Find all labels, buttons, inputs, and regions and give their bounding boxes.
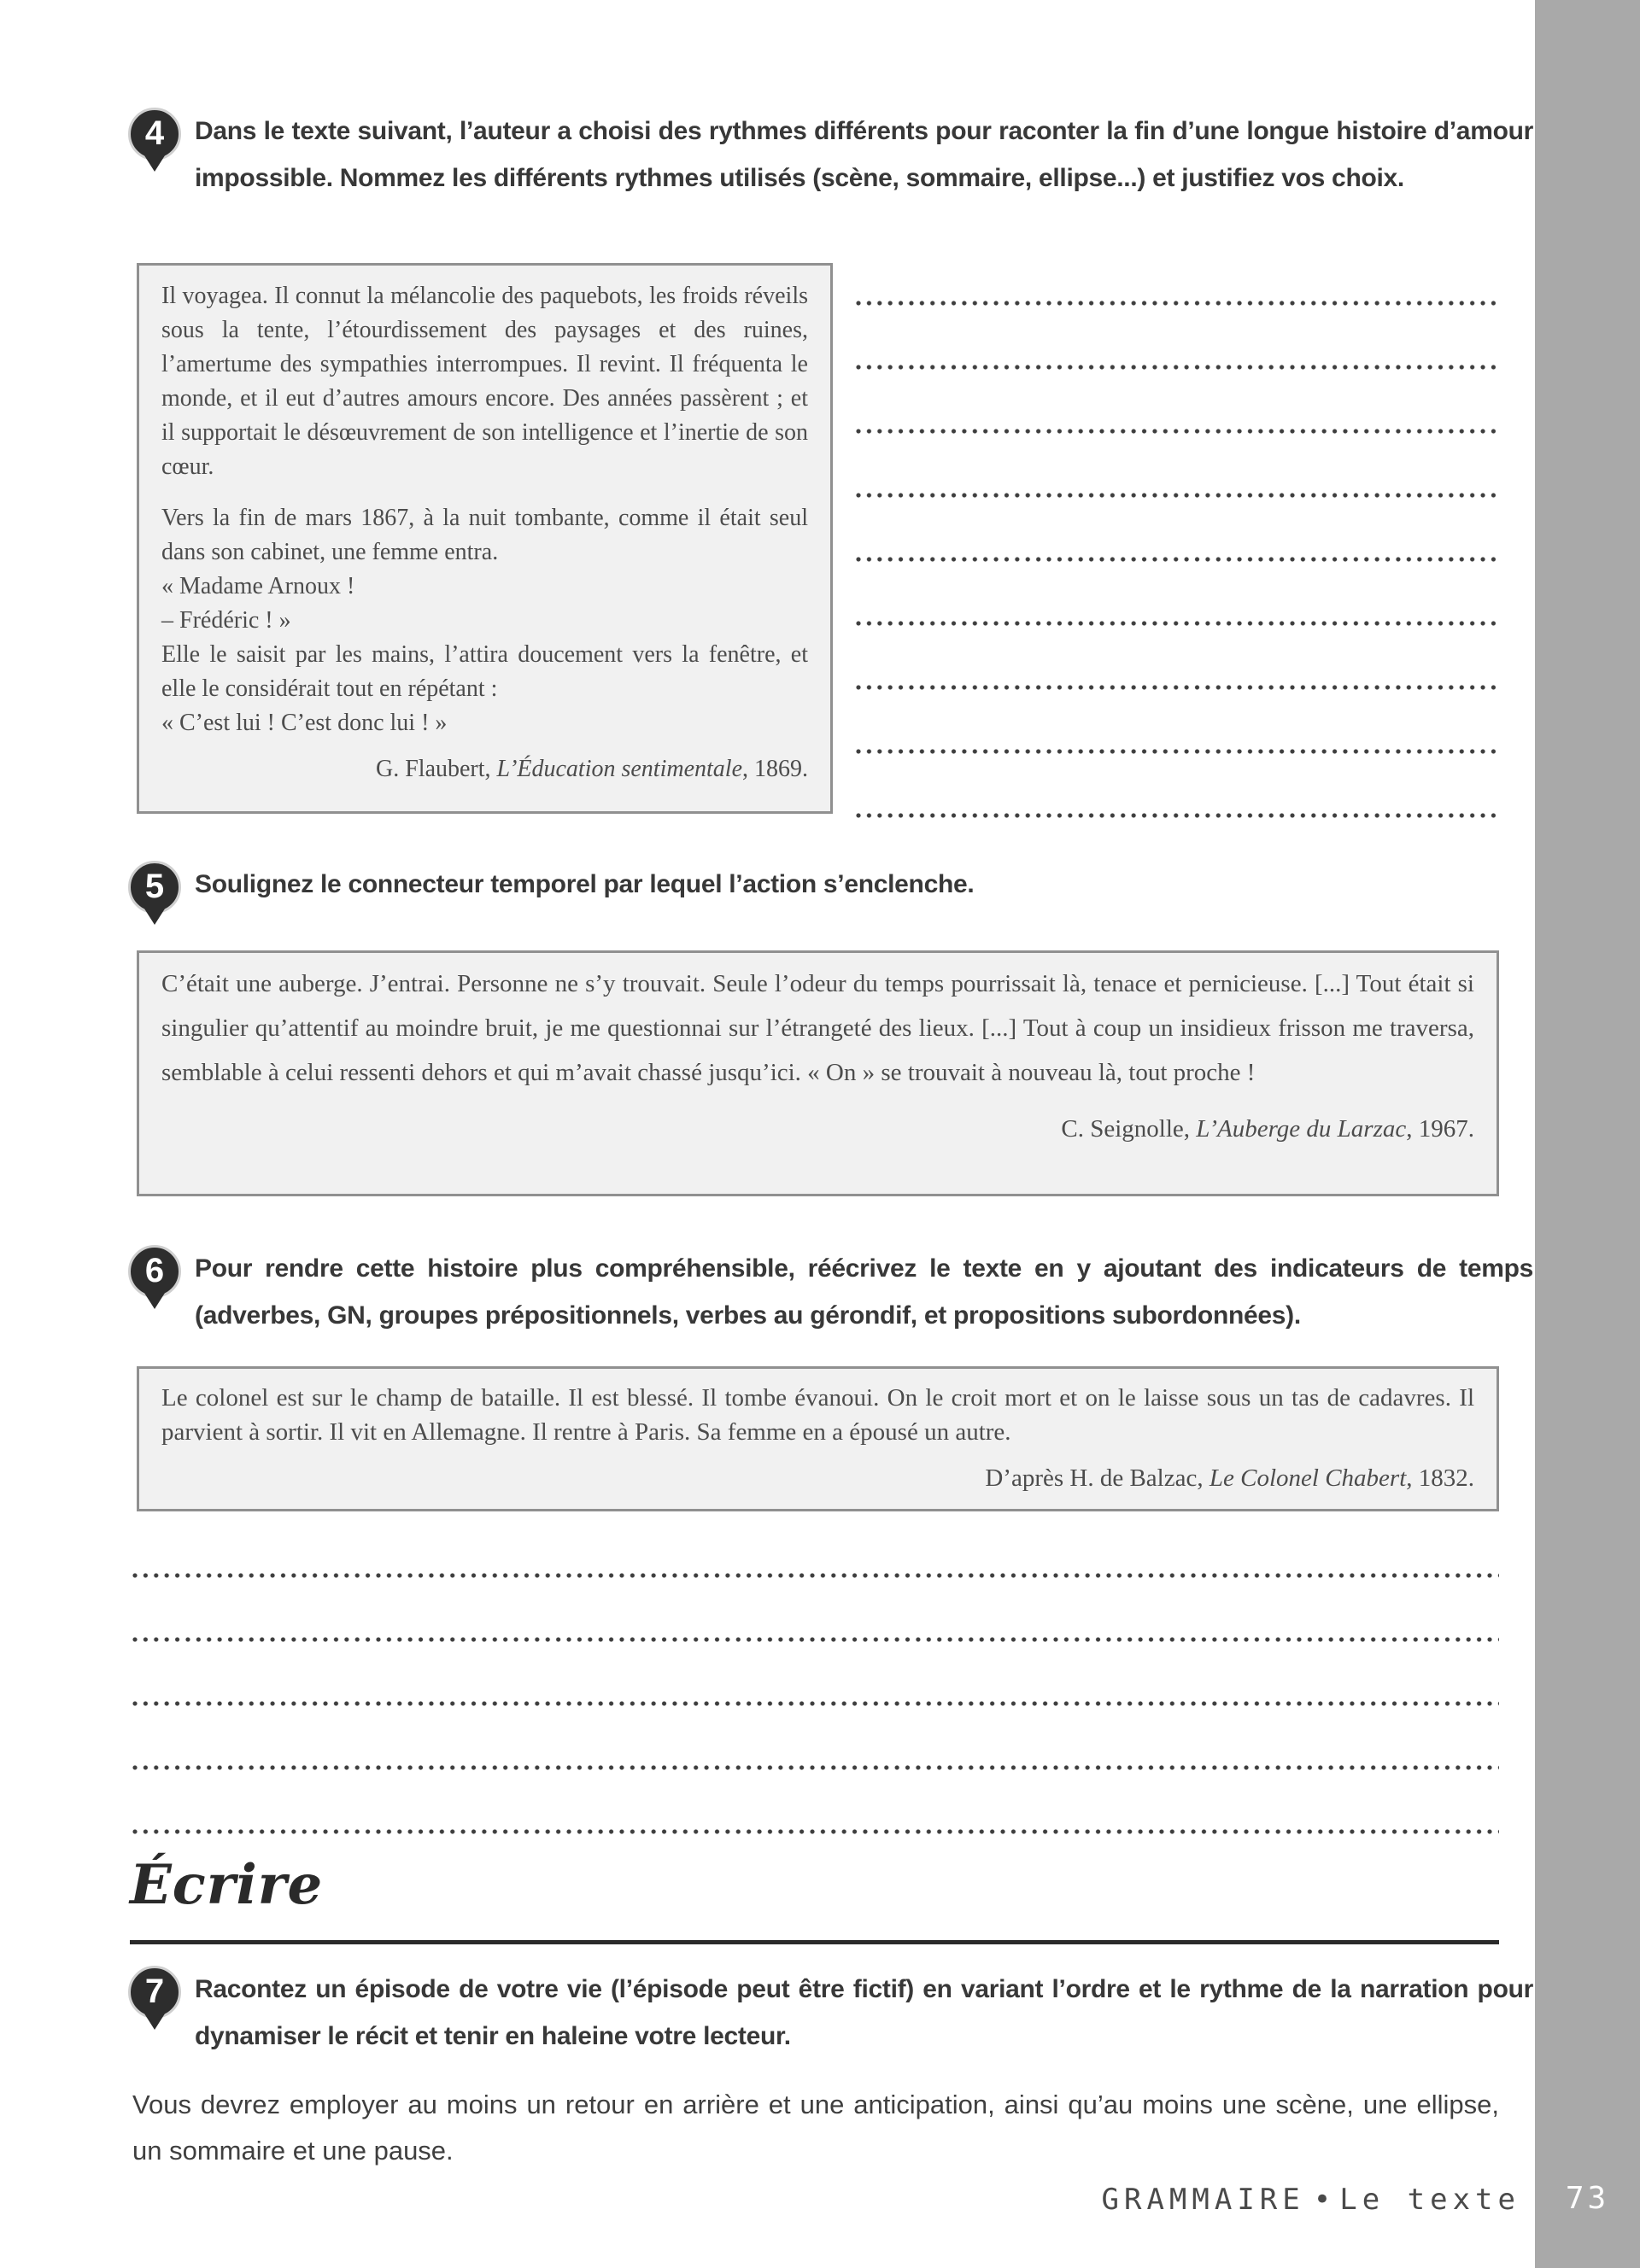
exercise-6-number-badge — [128, 1245, 181, 1298]
excerpt-box-seignolle — [137, 950, 1499, 1196]
attribution-title: Le Colonel Chabert — [1209, 1464, 1407, 1492]
exercise-5-number: 5 — [144, 868, 165, 905]
exercise-7-header — [128, 1966, 1533, 2060]
flaubert-paragraph-1: Il voyagea. Il connut la mélancolie des paquebots, les froids réveils sous la tente, l’étourdissement des paysages et des ruines, l’amertume des sympathies interrompues. Il revint. Il fréquenta le monde, et il eut d’autres amours encore. Des années passèrent ; et il supportait le désœuvrement de son intelligence et l’inertie de son cœur. — [161, 283, 808, 480]
flaubert-dialogue-2: – Frédéric ! » — [161, 607, 291, 634]
exercise-4-number-badge — [128, 108, 181, 161]
exercise-6-header — [128, 1245, 1533, 1339]
footer-section: GRAMMAIRE — [1101, 2183, 1305, 2217]
attribution-year: , 1967. — [1406, 1115, 1474, 1143]
exercise-5-number-badge — [128, 861, 181, 914]
exercise-5-header — [128, 861, 1533, 914]
footer-bullet: • — [1313, 2183, 1332, 2217]
writing-section-title: Écrire — [130, 1853, 324, 1917]
balzac-attribution — [161, 1461, 1474, 1495]
balzac-paragraph: Le colonel est sur le champ de bataille. Il est blessé. Il tombe évanoui. On le croit mort et on le laisse sous un tas de cadavres. Il parvient à sortir. Il vit en Allemagne. Il rentre à Paris. Sa femme en a épousé un autre. — [161, 1384, 1474, 1446]
answer-line — [132, 1637, 1499, 1642]
page-number: 73 — [1565, 2181, 1610, 2216]
attribution-title: L’Auberge du Larzac — [1196, 1115, 1407, 1143]
flaubert-dialogue-1: « Madame Arnoux ! — [161, 573, 355, 599]
side-band — [1535, 0, 1640, 2268]
answer-line — [856, 749, 1499, 754]
answer-line — [856, 429, 1499, 434]
answer-line — [856, 301, 1499, 306]
flaubert-attribution — [161, 752, 808, 786]
attribution-author: C. Seignolle, — [1061, 1115, 1197, 1143]
excerpt-box-flaubert — [137, 263, 833, 814]
exercise-7-note: Vous devrez employer au moins un retour en arrière et une anticipation, ainsi qu’au moins une scène, une ellipse, un sommaire et une pause. — [132, 2090, 1499, 2166]
exercise-7-instruction: Racontez un épisode de votre vie (l’épisode peut être fictif) en variant l’ordre et le rythme de la narration pour dynamiser le récit et tenir en haleine votre lecteur. — [195, 1975, 1533, 2050]
attribution-author: G. Flaubert, — [376, 756, 497, 782]
exercise-6-answer-lines — [132, 1573, 1499, 1834]
footer-subsection: Le texte — [1339, 2183, 1520, 2217]
answer-line — [132, 1765, 1499, 1770]
exercise-6-number: 6 — [144, 1252, 165, 1289]
answer-line — [856, 621, 1499, 626]
exercise-7-number: 7 — [144, 1973, 165, 2010]
exercise-5-instruction: Soulignez le connecteur temporel par lequel l’action s’enclenche. — [195, 870, 975, 898]
answer-line — [132, 1573, 1499, 1578]
seignolle-attribution — [161, 1107, 1474, 1151]
attribution-title: L’Éducation sentimentale — [496, 756, 742, 782]
answer-line — [856, 557, 1499, 562]
exercise-4-header — [128, 108, 1533, 202]
answer-line — [132, 1701, 1499, 1706]
flaubert-dialogue-3: « C’est lui ! C’est donc lui ! » — [161, 710, 448, 736]
seignolle-paragraph: C’était une auberge. J’entrai. Personne ne s’y trouvait. Seule l’odeur du temps pourrissait là, tenace et pernicieuse. [...] Tout était si singulier qu’attentif au moindre bruit, je me questionnai sur l’étrangeté des lieux. [...] Tout à coup un insidieux frisson me traversa, semblable à celui ressenti dehors et qui m’avait chassé jusqu’ici. « On » se trouvait à nouveau là, tout proche ! — [161, 970, 1474, 1086]
flaubert-paragraph-2: Vers la fin de mars 1867, à la nuit tombante, comme il était seul dans son cabinet, une femme entra. — [161, 505, 808, 565]
flaubert-paragraph-3: Elle le saisit par les mains, l’attira doucement vers la fenêtre, et elle le considérait tout en répétant : — [161, 641, 808, 702]
exercise-4-instruction: Dans le texte suivant, l’auteur a choisi des rythmes différents pour raconter la fin d’une longue histoire d’amour impossible. Nommez les différents rythmes utilisés (scène, sommaire, ellipse...) et justifiez vos choix. — [195, 117, 1533, 192]
exercise-4-number: 4 — [144, 114, 165, 152]
answer-line — [132, 1829, 1499, 1834]
exercise-4-answer-lines — [856, 301, 1499, 818]
writing-section-rule — [130, 1940, 1499, 1944]
answer-line — [856, 365, 1499, 370]
answer-line — [856, 493, 1499, 498]
excerpt-box-balzac — [137, 1366, 1499, 1511]
attribution-author: D’après H. de Balzac, — [985, 1464, 1210, 1492]
footer-breadcrumb — [1102, 2183, 1520, 2217]
exercise-6-instruction: Pour rendre cette histoire plus compréhensible, réécrivez le texte en y ajoutant des indicateurs de temps (adverbes, GN, groupes prépositionnels, verbes au gérondif, et propositions subordonnées). — [195, 1254, 1533, 1330]
answer-line — [856, 813, 1499, 818]
attribution-year: , 1869. — [742, 756, 808, 782]
exercise-7-number-badge — [128, 1966, 181, 2019]
answer-line — [856, 685, 1499, 690]
attribution-year: , 1832. — [1406, 1464, 1474, 1492]
